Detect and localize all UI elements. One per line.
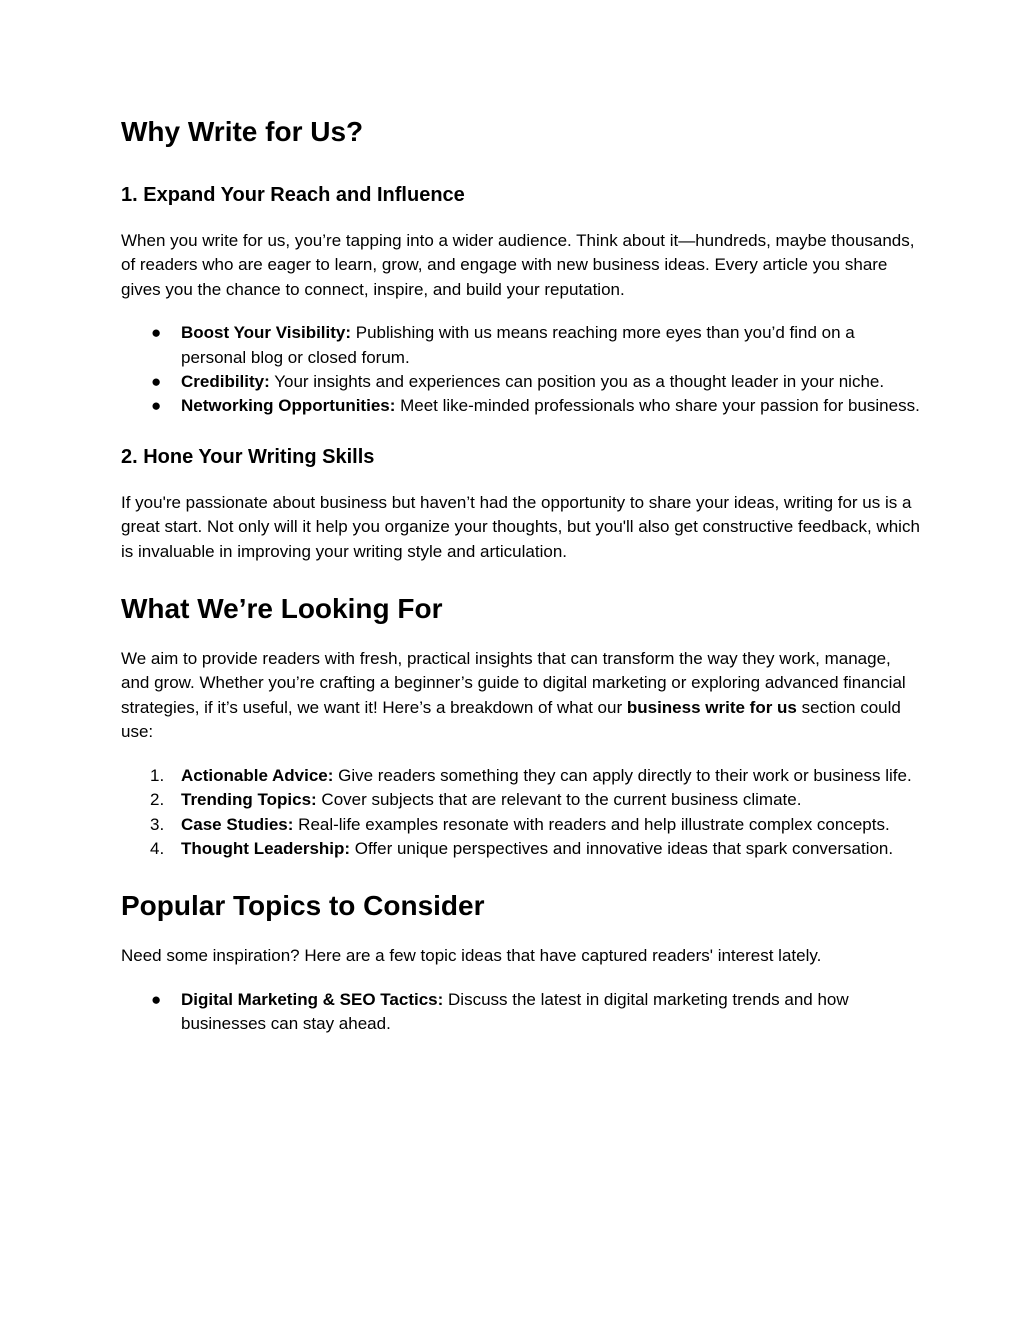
list-item [121, 788, 921, 812]
list-item-text: Offer unique perspectives and innovative ideas that spark conversation. [350, 838, 894, 858]
number-marker: 2. [150, 790, 165, 810]
subheading-hone-skills: 2. Hone Your Writing Skills [121, 445, 375, 468]
list-item-label: Case Studies: [181, 814, 294, 834]
bullet-marker: ● [151, 396, 162, 416]
list-item-text: Cover subjects that are relevant to the current business climate. [316, 790, 802, 810]
paragraph-text: We aim to provide readers with fresh, practical insights that can transform the way they work, manage, and grow. Whether you’re crafting a beginner’s guide to digital marketing or exploring advanced financial strategies, if it’s useful, we want it! Here’s a breakdown of what our [121, 649, 906, 717]
list-item [121, 370, 921, 394]
list-item-text: Give readers something they can apply directly to their work or business life. [333, 765, 912, 785]
list-item-text: Meet like-minded professionals who share your passion for business. [395, 396, 920, 416]
heading-what-were-looking-for: What We’re Looking For [121, 593, 443, 625]
list-item [121, 813, 921, 837]
list-item-text: Your insights and experiences can position you as a thought leader in your niche. [269, 372, 885, 392]
list-item-label: Credibility: [181, 372, 270, 392]
bullet-marker: ● [151, 989, 162, 1009]
heading-why-write-for-us: Why Write for Us? [121, 116, 364, 147]
list-item-text: Discuss the latest in digital marketing trends and how businesses can stay ahead. [181, 989, 849, 1034]
list-item [121, 837, 921, 861]
paragraph-text: section could use: [121, 697, 901, 742]
emphasis-text: business write for us [626, 697, 797, 717]
number-marker: 1. [150, 765, 165, 785]
document-page [121, 115, 921, 1037]
benefits-list [121, 321, 921, 419]
list-item [121, 394, 921, 418]
list-item-label: Boost Your Visibility: [181, 323, 352, 343]
paragraph-hone-skills: If you're passionate about business but haven’t had the opportunity to share your ideas, writing for us is a great start. Not only will it help you organize your thoughts, but you'll also get constructive feedback, which is invaluable in improving your writing style and articulation. [121, 492, 920, 561]
popular-topics-list [121, 988, 921, 1037]
list-item-label: Actionable Advice: [181, 765, 334, 785]
bullet-marker: ● [151, 323, 162, 343]
number-marker: 3. [150, 814, 165, 834]
paragraph-popular-topics: Need some inspiration? Here are a few topic ideas that have captured readers' interest lately. [121, 946, 822, 966]
list-item [121, 764, 921, 788]
list-item [121, 988, 921, 1037]
list-item-label: Digital Marketing & SEO Tactics: [181, 989, 444, 1009]
list-item-text: Real-life examples resonate with readers and help illustrate complex concepts. [293, 814, 890, 834]
list-item [121, 321, 921, 370]
list-item-label: Thought Leadership: [181, 838, 351, 858]
paragraph-looking-for [121, 647, 921, 745]
bullet-marker: ● [151, 372, 162, 392]
list-item-text: Publishing with us means reaching more eyes than you’d find on a personal blog or closed forum. [181, 323, 855, 367]
list-item-label: Trending Topics: [181, 790, 317, 810]
looking-for-list [121, 764, 921, 862]
subheading-expand-reach: 1. Expand Your Reach and Influence [121, 184, 465, 206]
paragraph-expand-reach: When you write for us, you’re tapping into a wider audience. Think about it—hundreds, maybe thousands, of readers who are eager to learn, grow, and engage with new business ideas. Every article you share gives you the chance to connect, inspire, and build your reputation. [121, 231, 915, 299]
heading-popular-topics: Popular Topics to Consider [121, 890, 485, 922]
list-item-label: Networking Opportunities: [181, 396, 396, 416]
number-marker: 4. [150, 838, 165, 858]
